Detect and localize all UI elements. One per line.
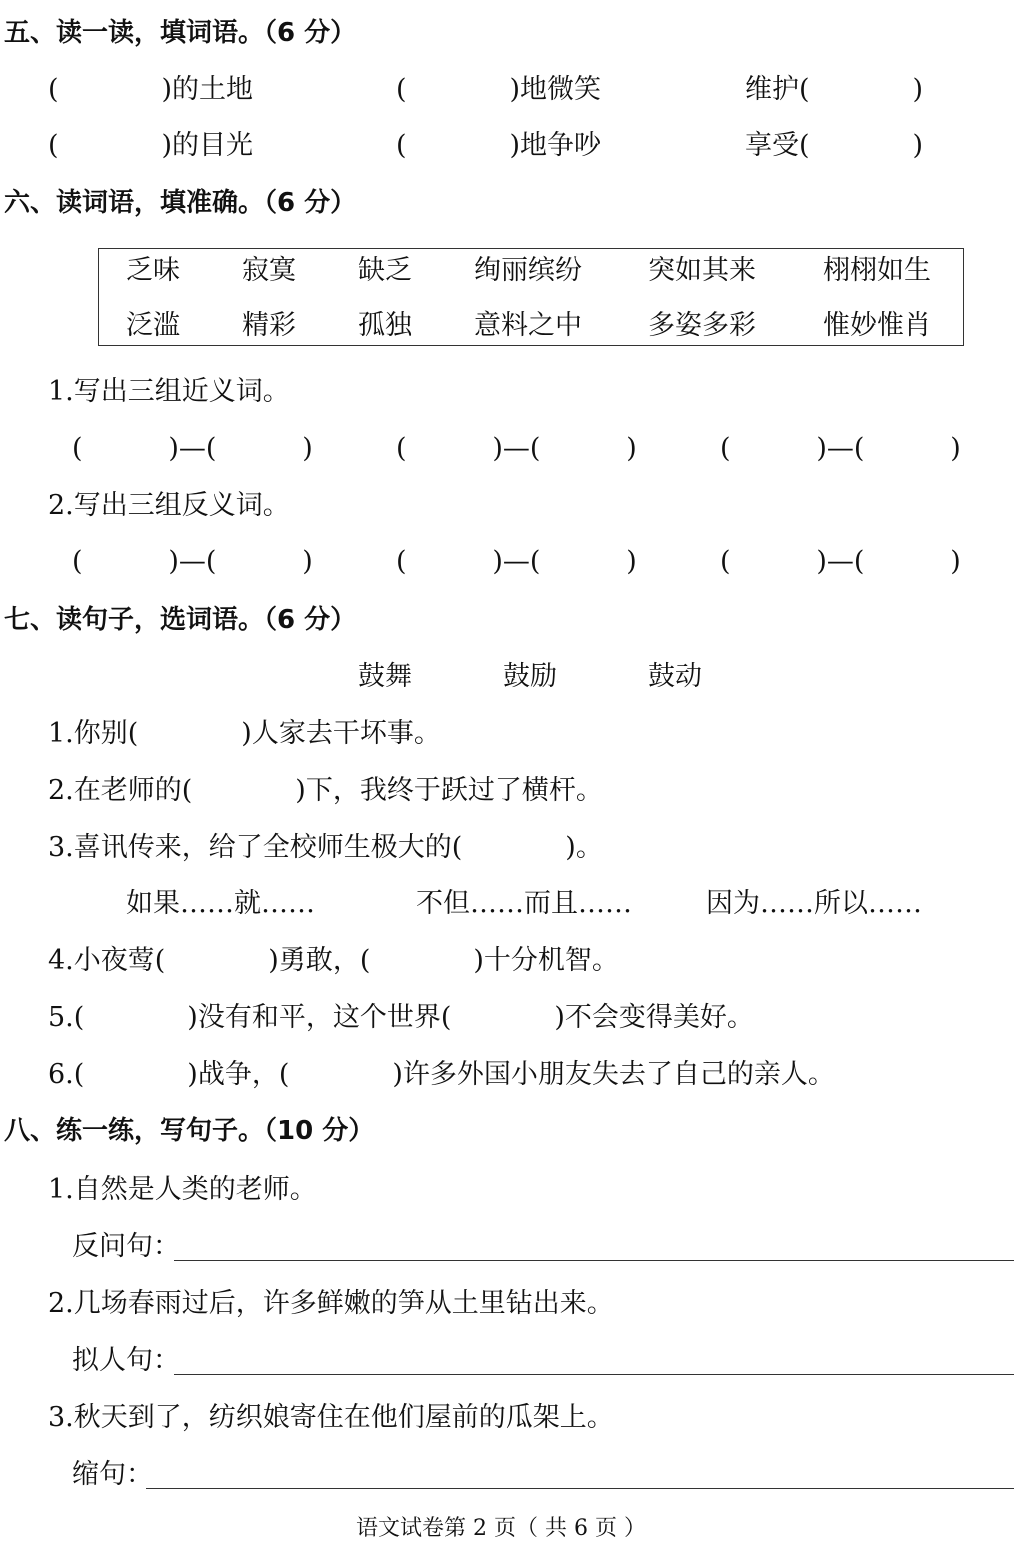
question-text: 6.( )战争，( )许多外国小朋友失去了自己的亲人。 xyxy=(48,1059,835,1090)
fill-blank-item: ( )的土地 xyxy=(48,74,254,105)
word-item: 栩栩如生 xyxy=(823,255,931,286)
answer-label: 缩句： xyxy=(72,1459,153,1490)
pair-blank: ( )—( ) xyxy=(720,433,961,464)
connector-choice: 不但……而且…… xyxy=(416,888,632,919)
page-footer: 语文试卷第 2 页（ 共 6 页 ） xyxy=(356,1516,646,1541)
word-item: 缺乏 xyxy=(358,255,412,286)
pair-blank: ( )—( ) xyxy=(72,546,313,577)
question-text: 2.几场春雨过后，许多鲜嫩的笋从土里钻出来。 xyxy=(48,1288,614,1319)
answer-line[interactable] xyxy=(174,1260,1014,1261)
word-item: 意料之中 xyxy=(474,310,582,341)
word-choice: 鼓舞 xyxy=(358,661,412,692)
question-text: 3.秋天到了，纺织娘寄住在他们屋前的瓜架上。 xyxy=(48,1402,614,1433)
question-text: 1.你别( )人家去干坏事。 xyxy=(48,718,441,749)
question-text: 1.自然是人类的老师。 xyxy=(48,1174,317,1205)
connector-choice: 如果……就…… xyxy=(126,888,315,919)
section-8-title: 八、练一练，写句子。（10 分） xyxy=(4,1116,375,1146)
fill-blank-item: ( )的目光 xyxy=(48,130,254,161)
fill-blank-item: ( )地争吵 xyxy=(396,130,602,161)
word-item: 多姿多彩 xyxy=(648,310,756,341)
pair-blank: ( )—( ) xyxy=(720,546,961,577)
connector-choice: 因为……所以…… xyxy=(706,888,922,919)
question-text: 1.写出三组近义词。 xyxy=(48,376,290,407)
fill-blank-item: 享受( ) xyxy=(745,130,924,161)
pair-blank: ( )—( ) xyxy=(396,433,637,464)
pair-blank: ( )—( ) xyxy=(72,433,313,464)
word-item: 精彩 xyxy=(242,310,296,341)
word-item: 乏味 xyxy=(126,255,180,286)
section-6-title: 六、读词语，填准确。（6 分） xyxy=(4,188,357,218)
question-text: 5.( )没有和平，这个世界( )不会变得美好。 xyxy=(48,1002,754,1033)
word-item: 绚丽缤纷 xyxy=(474,255,582,286)
question-text: 3.喜讯传来，给了全校师生极大的( )。 xyxy=(48,832,603,863)
pair-blank: ( )—( ) xyxy=(396,546,637,577)
question-text: 2.写出三组反义词。 xyxy=(48,490,290,521)
word-item: 惟妙惟肖 xyxy=(823,310,931,341)
answer-label: 拟人句： xyxy=(72,1345,180,1376)
word-choice: 鼓动 xyxy=(648,661,702,692)
answer-line[interactable] xyxy=(146,1488,1014,1489)
word-item: 寂寞 xyxy=(242,255,296,286)
word-choice: 鼓励 xyxy=(503,661,557,692)
answer-label: 反问句： xyxy=(72,1231,180,1262)
fill-blank-item: ( )地微笑 xyxy=(396,74,602,105)
word-item: 孤独 xyxy=(358,310,412,341)
question-text: 2.在老师的( )下，我终于跃过了横杆。 xyxy=(48,775,603,806)
section-7-title: 七、读句子，选词语。（6 分） xyxy=(4,605,357,635)
question-text: 4.小夜莺( )勇敢，( )十分机智。 xyxy=(48,945,619,976)
section-5-title: 五、读一读，填词语。（6 分） xyxy=(4,18,357,48)
word-item: 突如其来 xyxy=(648,255,756,286)
answer-line[interactable] xyxy=(174,1374,1014,1375)
word-item: 泛滥 xyxy=(126,310,180,341)
fill-blank-item: 维护( ) xyxy=(745,74,924,105)
